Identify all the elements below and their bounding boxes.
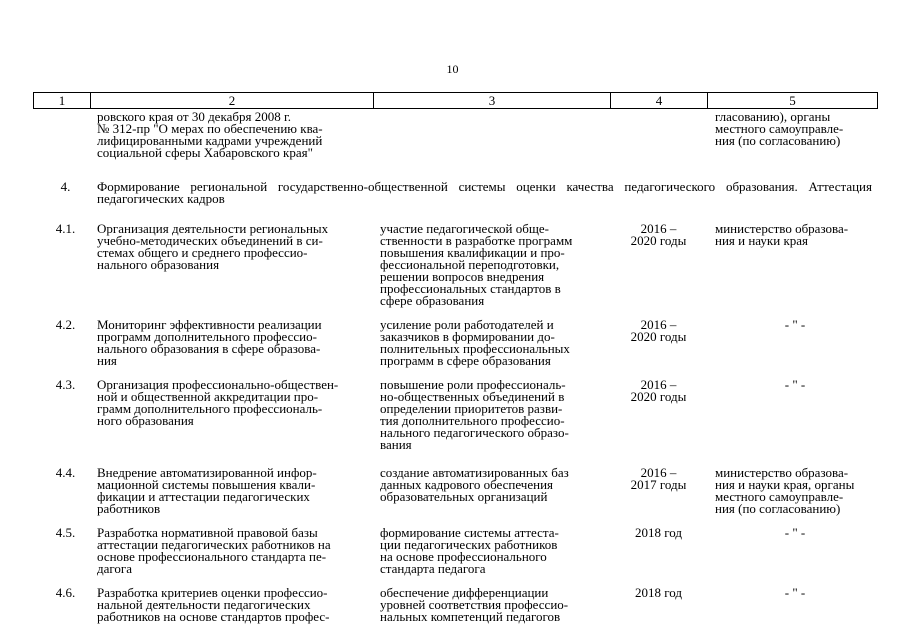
row-responsible: - " - bbox=[784, 585, 806, 600]
section-row bbox=[33, 181, 877, 205]
header-col-1: 1 bbox=[34, 93, 91, 109]
section-number: 4. bbox=[60, 179, 71, 194]
row-measure: Мониторинг эффективности реализации программ дополнительного профессио- нального образования в сфере образова- ния bbox=[97, 317, 322, 368]
header-col-3: 3 bbox=[374, 93, 611, 109]
row-result: повышение роли профессиональ- но-общественных объединений в определении приоритетов разви- тия дополнительного профессио- нального педагогического образо- вания bbox=[380, 377, 569, 452]
row-responsible: - " - bbox=[784, 525, 806, 540]
row-number: 4.3. bbox=[55, 377, 76, 392]
row-measure: Организация деятельности региональных учебно-методических объединений в си- стемах общего и среднего профессио- нального образования bbox=[97, 221, 329, 272]
row-measure: Разработка критериев оценки профессио- нальной деятельности педагогических работников на основе стандартов профес- bbox=[97, 585, 330, 624]
row-number: 4.4. bbox=[55, 465, 76, 480]
row-measure: Организация профессионально-обществен- ной и общественной аккредитации про- грамм дополнительного профессиональ- ного образования bbox=[97, 377, 339, 428]
table-body bbox=[33, 111, 877, 623]
header-col-5: 5 bbox=[708, 93, 878, 109]
row-responsible: - " - bbox=[784, 377, 806, 392]
row-result: участие педагогической обще- ственности в разработке программ повышения квалификации и про- фессиональной переподготовки, решении вопросов внедрения профессиональных стандартов в сфере образования bbox=[380, 221, 573, 308]
row-result: создание автоматизированных баз данных кадрового обеспечения образовательных организаций bbox=[380, 465, 569, 504]
row-number: 4.1. bbox=[55, 221, 76, 236]
continuation-measure: ровского края от 30 декабря 2008 г. № 312-пр "О мерах по обеспечению ква- лифицированными кадрами учреждений социальной сферы Хабаровского края" bbox=[97, 109, 323, 160]
table-row bbox=[33, 223, 877, 307]
row-years: 2018 год bbox=[635, 525, 682, 540]
row-responsible: министерство образова- ния и науки края bbox=[715, 221, 849, 248]
row-years: 2016 – 2020 годы bbox=[630, 377, 687, 404]
header-col-2: 2 bbox=[91, 93, 374, 109]
row-years: 2016 – 2020 годы bbox=[630, 221, 687, 248]
table-row bbox=[33, 467, 877, 515]
row-result: усиление роли работодателей и заказчиков в формировании до- полнительных профессиональных программ в сфере образования bbox=[380, 317, 570, 368]
row-measure: Разработка нормативной правовой базы аттестации педагогических работников на основе профессионального стандарта пе- дагога bbox=[97, 525, 331, 576]
row-result: формирование системы аттеста- ции педагогических работников на основе профессионального стандарта педагога bbox=[380, 525, 559, 576]
table-header bbox=[33, 92, 878, 109]
row-result: обеспечение дифференциации уровней соответствия профессио- нальных компетенций педагогов bbox=[380, 585, 569, 624]
table-row bbox=[33, 379, 877, 451]
page-number: 10 bbox=[446, 62, 459, 76]
table-row bbox=[33, 587, 877, 623]
row-number: 4.6. bbox=[55, 585, 76, 600]
table-row bbox=[33, 319, 877, 367]
row-number: 4.2. bbox=[55, 317, 76, 332]
continuation-row bbox=[33, 111, 877, 159]
section-title: Формирование региональной государственно-общественной системы оценки качества педагогического образования. Аттестация педагогических кадров bbox=[97, 179, 872, 206]
row-responsible: министерство образова- ния и науки края, органы местного самоуправле- ния (по согласованию) bbox=[715, 465, 855, 516]
table-row bbox=[33, 527, 877, 575]
row-years: 2016 – 2020 годы bbox=[630, 317, 687, 344]
row-responsible: - " - bbox=[784, 317, 806, 332]
row-measure: Внедрение автоматизированной инфор- мационной системы повышения квали- фикации и аттестации педагогических работников bbox=[97, 465, 317, 516]
header-col-4: 4 bbox=[611, 93, 708, 109]
row-number: 4.5. bbox=[55, 525, 76, 540]
row-years: 2018 год bbox=[635, 585, 682, 600]
row-years: 2016 – 2017 годы bbox=[630, 465, 687, 492]
table-rows bbox=[33, 223, 877, 623]
continuation-responsible: гласованию), органы местного самоуправле- ния (по согласованию) bbox=[715, 109, 844, 148]
